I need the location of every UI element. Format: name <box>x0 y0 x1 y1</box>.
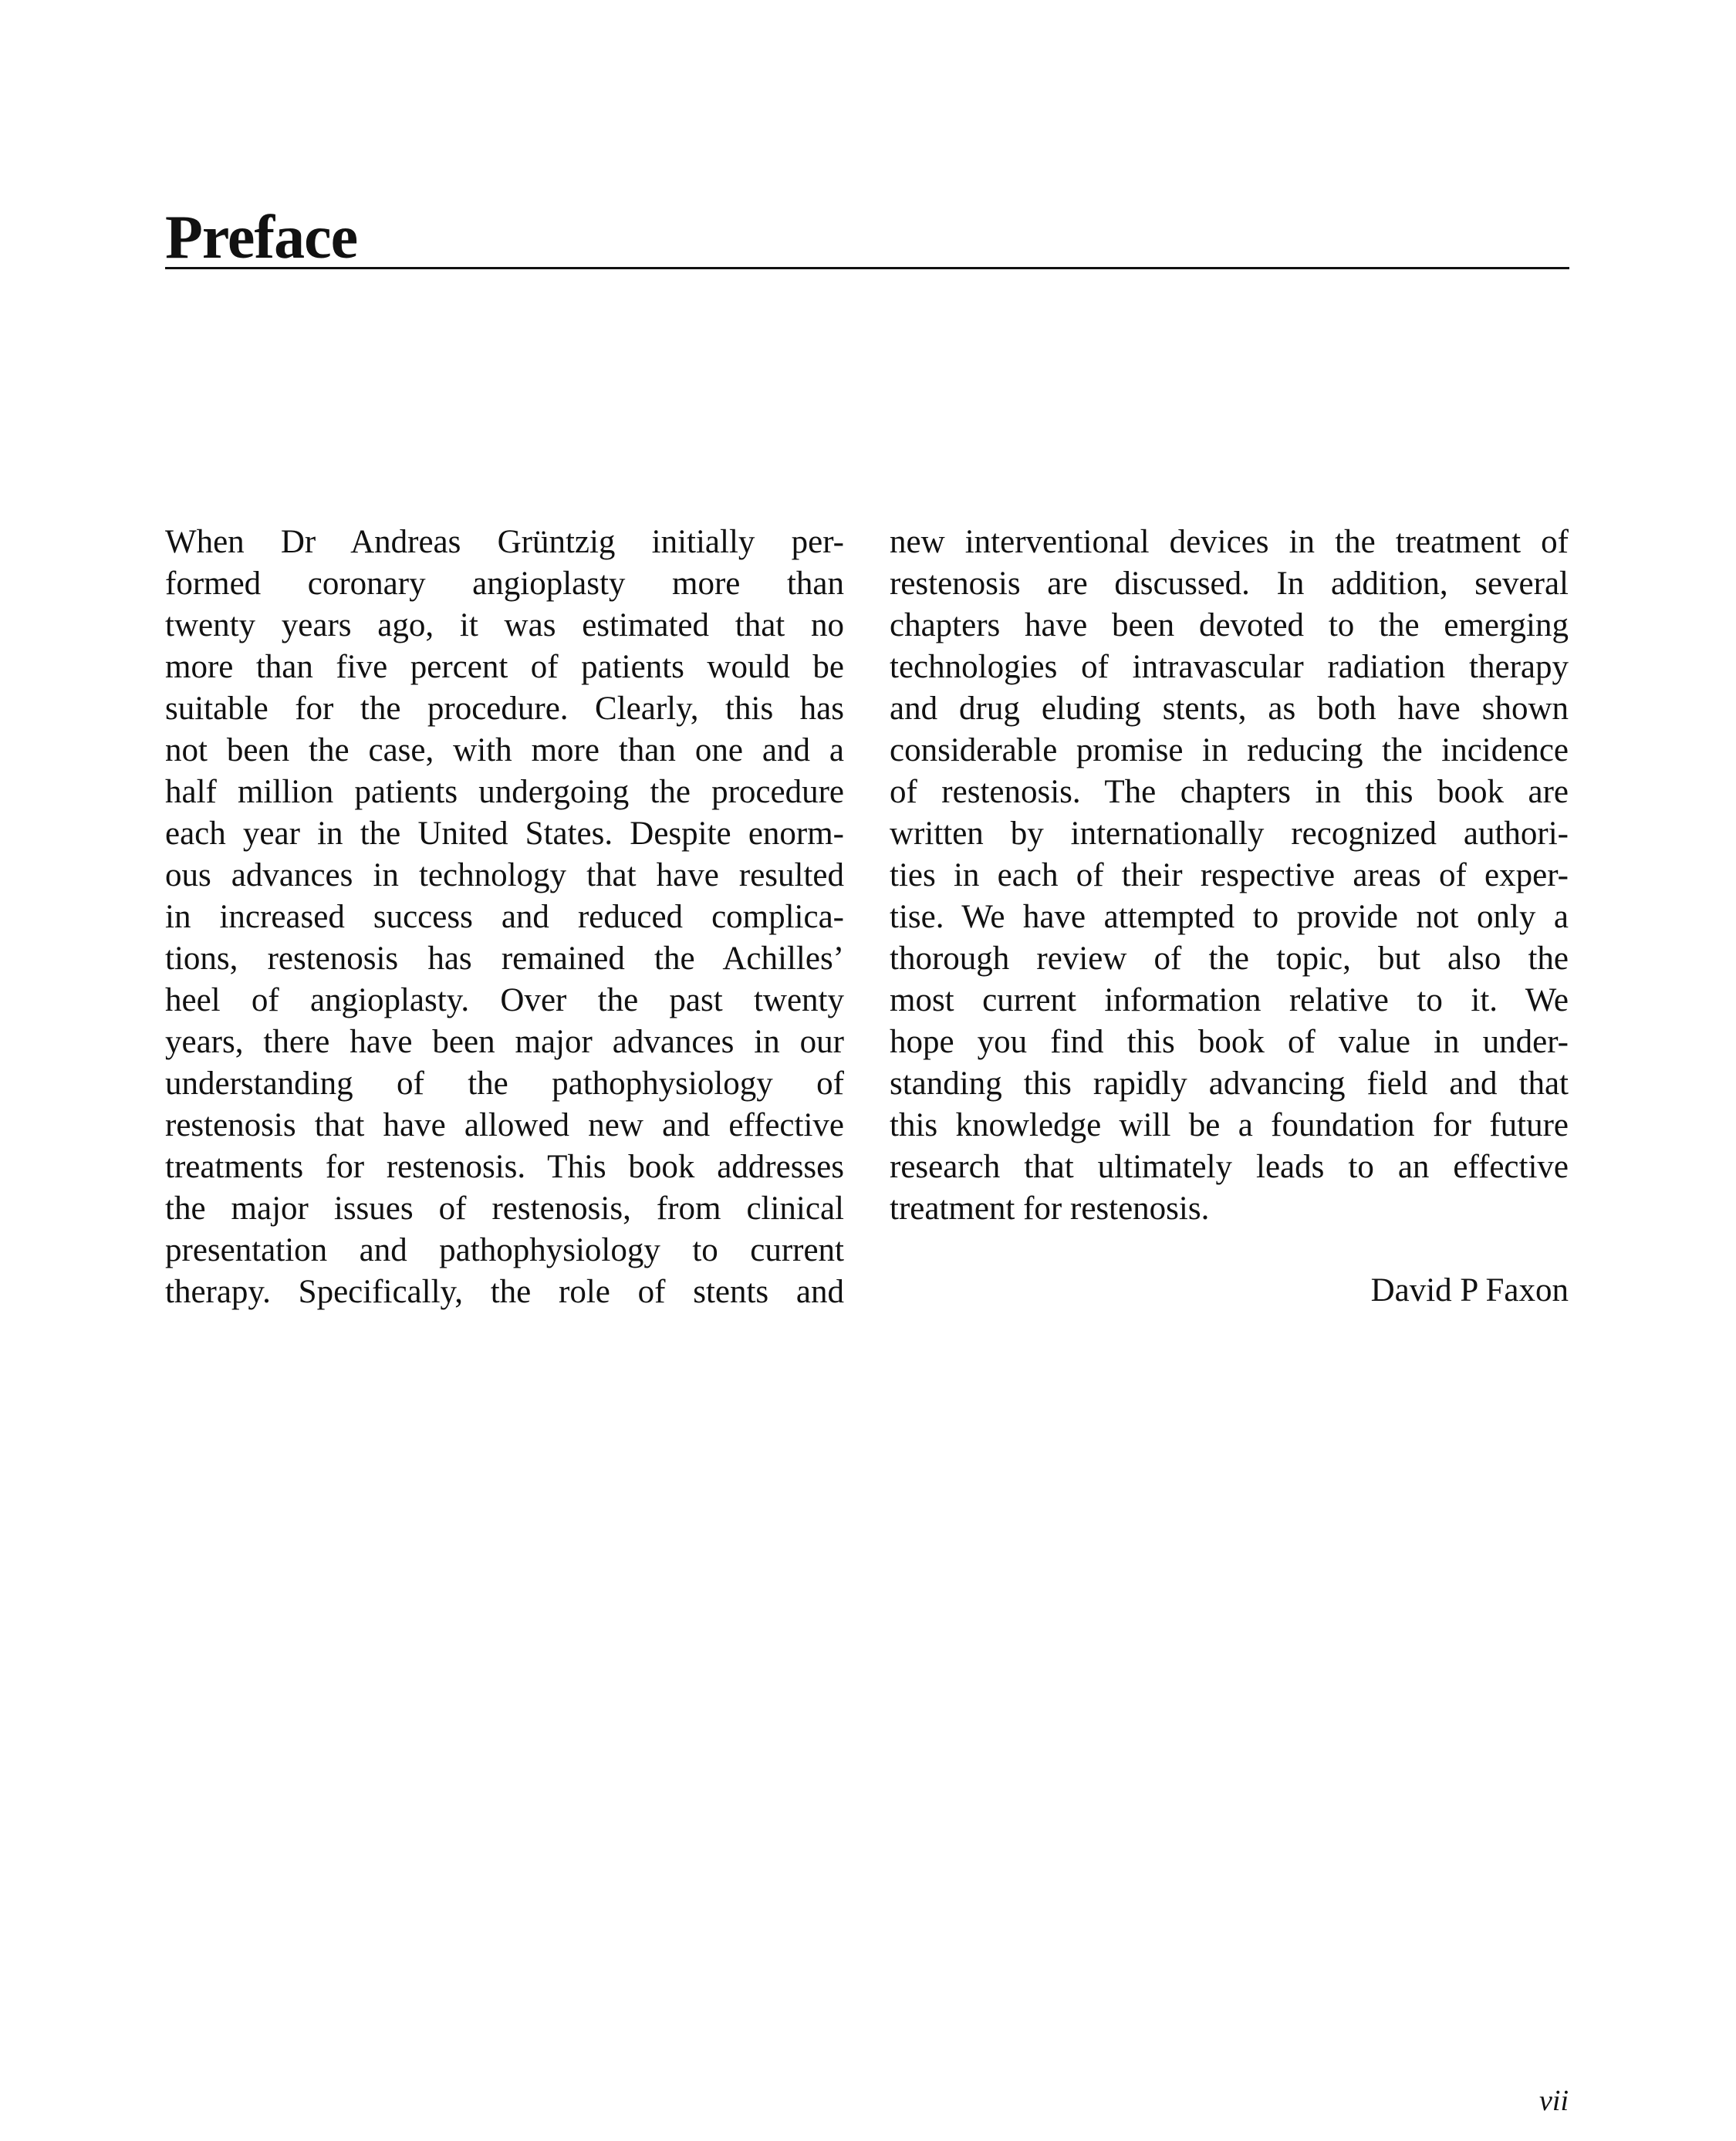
text-line: written by internationally recognized authori- <box>890 816 1569 852</box>
text-line: tions, restenosis has remained the Achilles’ <box>165 940 844 977</box>
text-line: understanding of the pathophysiology of <box>165 1065 844 1102</box>
text-line: ous advances in technology that have resulted <box>165 857 844 893</box>
text-line: treatments for restenosis. This book addresses <box>165 1149 844 1185</box>
text-line: years, there have been major advances in our <box>165 1024 844 1060</box>
page-title: Preface <box>165 204 358 272</box>
text-line: and drug eluding stents, as both have shown <box>890 691 1569 727</box>
text-line: not been the case, with more than one and a <box>165 732 844 768</box>
text-line: half million patients undergoing the procedure <box>165 774 844 810</box>
text-line: restenosis that have allowed new and effective <box>165 1107 844 1143</box>
text-line: twenty years ago, it was estimated that no <box>165 607 844 643</box>
text-line: When Dr Andreas Grüntzig initially per- <box>165 524 844 560</box>
text-line: therapy. Specifically, the role of stents and <box>165 1274 844 1310</box>
text-line: thorough review of the topic, but also the <box>890 940 1569 977</box>
text-line: formed coronary angioplasty more than <box>165 566 844 602</box>
text-line: treatment for restenosis. <box>890 1190 1210 1227</box>
text-line: standing this rapidly advancing field and that <box>890 1065 1569 1102</box>
text-line: more than five percent of patients would be <box>165 649 844 685</box>
text-line: considerable promise in reducing the incidence <box>890 732 1569 768</box>
text-line: each year in the United States. Despite enorm- <box>165 816 844 852</box>
title-rule <box>165 267 1569 269</box>
text-line: of restenosis. The chapters in this book are <box>890 774 1569 810</box>
text-line: in increased success and reduced complica- <box>165 899 844 935</box>
text-line: tise. We have attempted to provide not only a <box>890 899 1569 935</box>
text-line: ties in each of their respective areas of exper- <box>890 857 1569 893</box>
text-line: chapters have been devoted to the emerging <box>890 607 1569 643</box>
right-column <box>890 522 1569 1230</box>
text-line: heel of angioplasty. Over the past twenty <box>165 982 844 1018</box>
text-line: suitable for the procedure. Clearly, this has <box>165 691 844 727</box>
page-number: vii <box>1539 2085 1569 2117</box>
text-line: new interventional devices in the treatment of <box>890 524 1569 560</box>
left-column <box>165 522 844 1313</box>
text-line: technologies of intravascular radiation therapy <box>890 649 1569 685</box>
text-line: most current information relative to it. We <box>890 982 1569 1018</box>
text-line: research that ultimately leads to an effective <box>890 1149 1569 1185</box>
text-line: the major issues of restenosis, from clinical <box>165 1190 844 1227</box>
text-line: presentation and pathophysiology to current <box>165 1232 844 1268</box>
text-line: this knowledge will be a foundation for future <box>890 1107 1569 1143</box>
author-signature: David P Faxon <box>1370 1272 1569 1309</box>
text-line: hope you find this book of value in under- <box>890 1024 1569 1060</box>
text-line: restenosis are discussed. In addition, several <box>890 566 1569 602</box>
